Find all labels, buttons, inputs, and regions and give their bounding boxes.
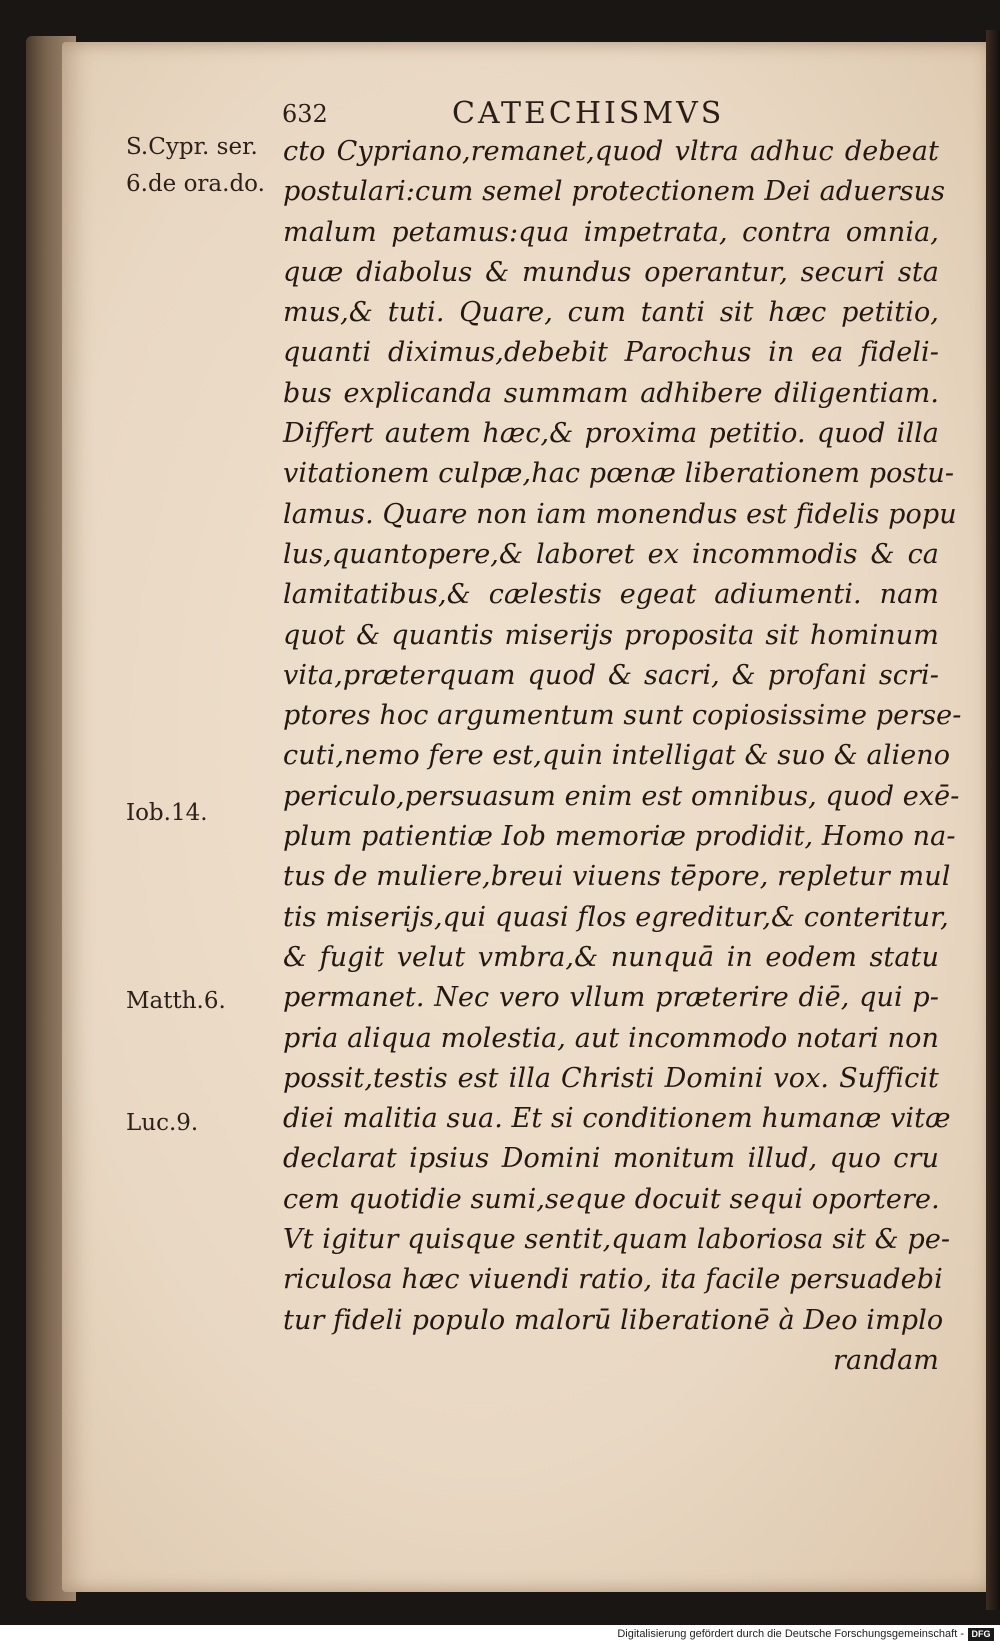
text-line: cem quotidie sumi,seque docuit sequi oportere.	[283, 1183, 940, 1215]
text-line: quanti diximus,debebit Parochus in ea fideli-	[283, 337, 939, 369]
text-line: lamus. Quare non iam monendus est fidelis popu	[283, 498, 957, 530]
margin-note: Luc.9.	[126, 1110, 199, 1136]
text-line: possit,testis est illa Christi Domini vox. Sufficit	[283, 1062, 939, 1094]
text-line: Differt autem hæc,& proxima petitio. quod illa	[283, 418, 939, 450]
page-edge-shadow	[986, 30, 1000, 1610]
text-line: permanet. Nec vero vllum præterire diē, qui p-	[283, 982, 939, 1014]
text-line: vita,præterquam quod & sacri, & profani scri-	[283, 659, 939, 691]
margin-note: S.Cypr. ser.	[126, 134, 258, 160]
body-text	[283, 132, 962, 1381]
text-line: tus de muliere,breui viuens tēpore, repletur mul	[283, 861, 951, 893]
text-line: mus,& tuti. Quare, cum tanti sit hæc petitio,	[283, 297, 939, 329]
text-line: malum petamus:qua impetrata, contra omnia,	[283, 216, 939, 248]
text-line: lus,quantopere,& laboret ex incommodis & ca	[283, 538, 939, 570]
digitization-footer	[0, 1625, 1000, 1645]
text-line: quæ diabolus & mundus operantur, securi sta	[283, 256, 939, 288]
catchword: randam	[833, 1344, 939, 1376]
margin-note: Matth.6.	[126, 988, 226, 1014]
text-line: tur fideli populo malorū liberationē à Deo implo	[283, 1304, 944, 1336]
text-line: plum patientiæ Iob memoriæ prodidit, Homo na-	[283, 821, 956, 853]
margin-note: 6.de ora.do.	[126, 171, 265, 197]
text-line: tis miserijs,qui quasi flos egreditur,& conteritur,	[283, 901, 949, 933]
text-line: Vt igitur quisque sentit,quam laboriosa sit & pe-	[283, 1224, 951, 1256]
text-line: riculosa hæc viuendi ratio, ita facile persuadebi	[283, 1264, 943, 1296]
text-line: declarat ipsius Domini monitum illud, quo cru	[283, 1143, 939, 1175]
page-number: 632	[282, 100, 328, 128]
text-line: diei malitia sua. Et si conditionem humanæ vitæ	[283, 1103, 951, 1135]
margin-note: Iob.14.	[126, 800, 208, 826]
text-line: vitationem culpæ,hac pœnæ liberationem postu-	[283, 458, 955, 490]
text-line: cto Cypriano,remanet,quod vltra adhuc debeat	[283, 136, 939, 167]
text-line: pria aliqua molestia, aut incommodo notari non	[283, 1022, 939, 1054]
running-head: CATECHISMVS	[452, 96, 725, 131]
text-line: quot & quantis miserijs proposita sit hominum	[283, 619, 939, 651]
dfg-logo-icon: DFG	[968, 1628, 994, 1641]
page-header	[0, 96, 1000, 136]
text-line: postulari:cum semel protectionem Dei aduersus	[283, 176, 946, 208]
text-line: periculo,persuasum enim est omnibus, quod exē-	[283, 780, 960, 812]
text-line: cuti,nemo fere est,quin intelligat & suo & alieno	[283, 740, 951, 772]
text-line: lamitatibus,& cælestis egeat adiumenti. nam	[283, 579, 939, 611]
text-line: & fugit velut vmbra,& nunquā in eodem statu	[283, 941, 939, 973]
funding-credit: Digitalisierung gefördert durch die Deutsche Forschungsgemeinschaft -	[617, 1628, 964, 1640]
text-line: ptores hoc argumentum sunt copiosissime perse-	[283, 700, 962, 732]
text-line: bus explicanda summam adhibere diligentiam.	[283, 377, 939, 409]
